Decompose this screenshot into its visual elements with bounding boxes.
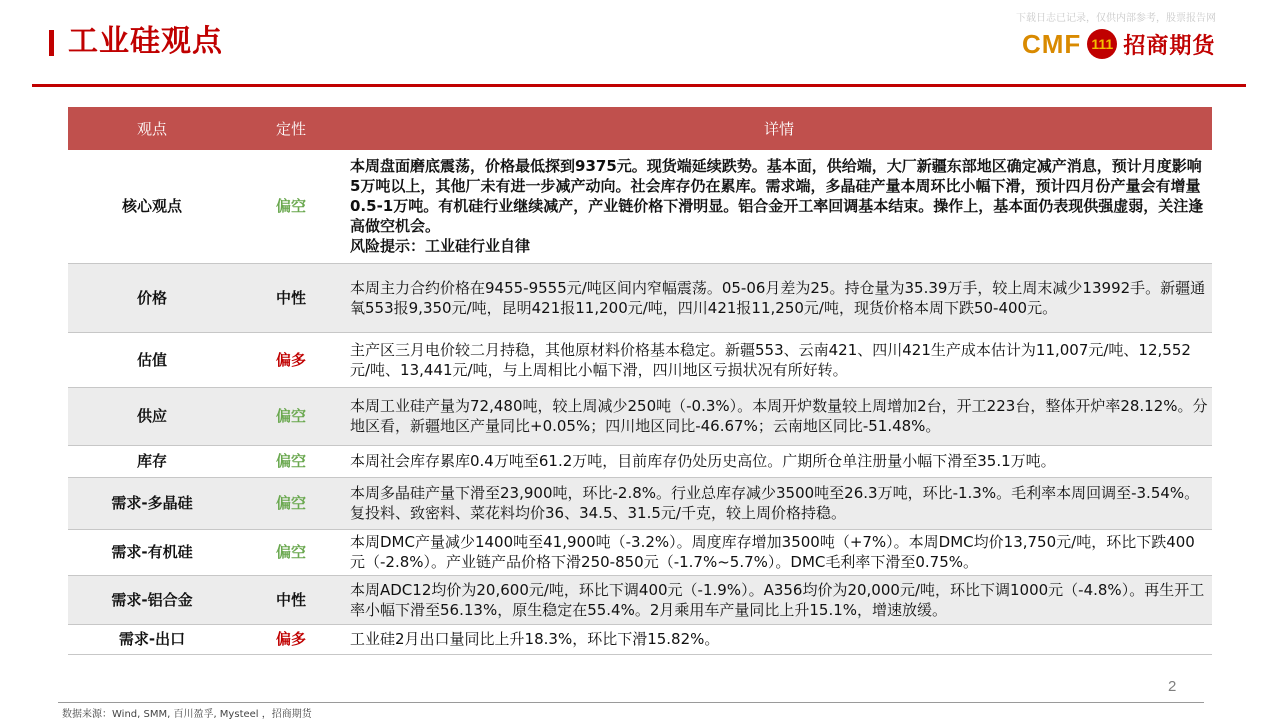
row-detail-text: 工业硅2月出口量同比上升18.3%，环比下滑15.82%。 (346, 624, 1212, 654)
row-stance-badge: 偏多 (236, 624, 346, 654)
header-divider (32, 84, 1246, 87)
table-row (68, 575, 1212, 624)
row-detail-text: 本周主力合约价格在9455-9555元/吨区间内窄幅震荡。05-06月差为25。持仓量为35.39万手，较上周末减少13992手。新疆通氧553报9,350元/吨，昆明421报11,200元/吨，四川421报11,250元/吨，现货价格本周下跌50-400元。 (346, 263, 1212, 332)
row-stance-badge: 偏空 (236, 150, 346, 263)
column-header-stance: 定性 (236, 107, 346, 150)
row-detail-text: 本周工业硅产量为72,480吨，较上周减少250吨（-0.3%）。本周开炉数量较上周增加2台，开工223台，整体开炉率28.12%。分地区看，新疆地区产量同比+0.05%；四川地区同比-46.67%；云南地区同比-51.48%。 (346, 387, 1212, 445)
table-row (68, 150, 1212, 263)
row-detail-text (346, 150, 1212, 263)
column-header-detail: 详情 (346, 107, 1212, 150)
logo-badge-icon: 111 (1087, 29, 1117, 59)
row-view-label: 需求-铝合金 (68, 575, 236, 624)
data-source-note: 数据来源：Wind, SMM, 百川盈孚, Mysteel ，招商期货 (62, 709, 312, 720)
logo-brand-text: CMF (1022, 28, 1082, 59)
row-detail-text: 本周多晶硅产量下滑至23,900吨，环比-2.8%。行业总库存减少3500吨至26.3万吨，环比-1.3%。毛利率本周回调至-3.54%。复投料、致密料、菜花料均价36、34.5、31.5元/千克，较上周价格持稳。 (346, 477, 1212, 529)
footer-divider (58, 702, 1204, 703)
row-stance-badge: 偏空 (236, 529, 346, 575)
row-stance-badge: 偏空 (236, 477, 346, 529)
company-logo (1022, 26, 1215, 62)
core-view-detail: 本周盘面磨底震荡，价格最低探到9375元。现货端延续跌势。基本面，供给端，大厂新疆东部地区确定减产消息，预计月度影响5万吨以上，其他厂未有进一步减产动向。社会库存仍在累库。需求端，多晶硅产量本周环比小幅下滑，预计四月份产量会有增量0.5-1万吨。有机硅行业继续减产，产业链价格下滑明显。铝合金开工率回调基本结束。操作上，基本面仍表现供强虚弱，关注逢高做空机会。 (350, 157, 1204, 236)
column-header-view: 观点 (68, 107, 236, 150)
table-row (68, 477, 1212, 529)
row-stance-badge: 偏空 (236, 387, 346, 445)
row-view-label: 需求-多晶硅 (68, 477, 236, 529)
row-view-label: 库存 (68, 445, 236, 477)
table-row (68, 445, 1212, 477)
title-accent-bar (49, 30, 54, 56)
table-row (68, 263, 1212, 332)
row-detail-text: 主产区三月电价较二月持稳，其他原材料价格基本稳定。新疆553、云南421、四川421生产成本估计为11,007元/吨、12,552元/吨、13,441元/吨，与上周相比小幅下滑，四川地区亏损状况有所好转。 (346, 332, 1212, 387)
views-table (68, 107, 1212, 655)
logo-company-name: 招商期货 (1123, 33, 1216, 59)
risk-warning: 风险提示：工业硅行业自律 (350, 237, 531, 256)
table-row (68, 332, 1212, 387)
row-stance-badge: 偏空 (236, 445, 346, 477)
row-detail-text: 本周DMC产量减少1400吨至41,900吨（-3.2%）。周度库存增加3500吨（+7%）。本周DMC均价13,750元/吨，环比下跌400元（-2.8%）。产业链产品价格下滑250-850元（-1.7%~5.7%）。DMC毛利率下滑至0.75%。 (346, 529, 1212, 575)
row-view-label: 价格 (68, 263, 236, 332)
row-detail-text: 本周社会库存累库0.4万吨至61.2万吨，目前库存仍处历史高位。广期所仓单注册量小幅下滑至35.1万吨。 (346, 445, 1212, 477)
row-stance-badge: 中性 (236, 575, 346, 624)
table-header-row (68, 107, 1212, 150)
watermark-text: 下载日志已记录，仅供内部参考，股票报告网 (1016, 13, 1216, 24)
row-view-label: 需求-出口 (68, 624, 236, 654)
row-stance-badge: 中性 (236, 263, 346, 332)
page-number: 2 (1168, 678, 1177, 695)
row-view-label: 供应 (68, 387, 236, 445)
row-view-label: 估值 (68, 332, 236, 387)
table-row (68, 529, 1212, 575)
row-view-label: 核心观点 (68, 150, 236, 263)
row-view-label: 需求-有机硅 (68, 529, 236, 575)
table-row (68, 624, 1212, 654)
page-title: 工业硅观点 (68, 24, 223, 59)
row-stance-badge: 偏多 (236, 332, 346, 387)
table-row (68, 387, 1212, 445)
row-detail-text: 本周ADC12均价为20,600元/吨，环比下调400元（-1.9%）。A356均价为20,000元/吨，环比下调1000元（-4.8%）。再生开工率小幅下滑至56.13%，原生稳定在55.4%。2月乘用车产量同比上升15.1%，增速放缓。 (346, 575, 1212, 624)
